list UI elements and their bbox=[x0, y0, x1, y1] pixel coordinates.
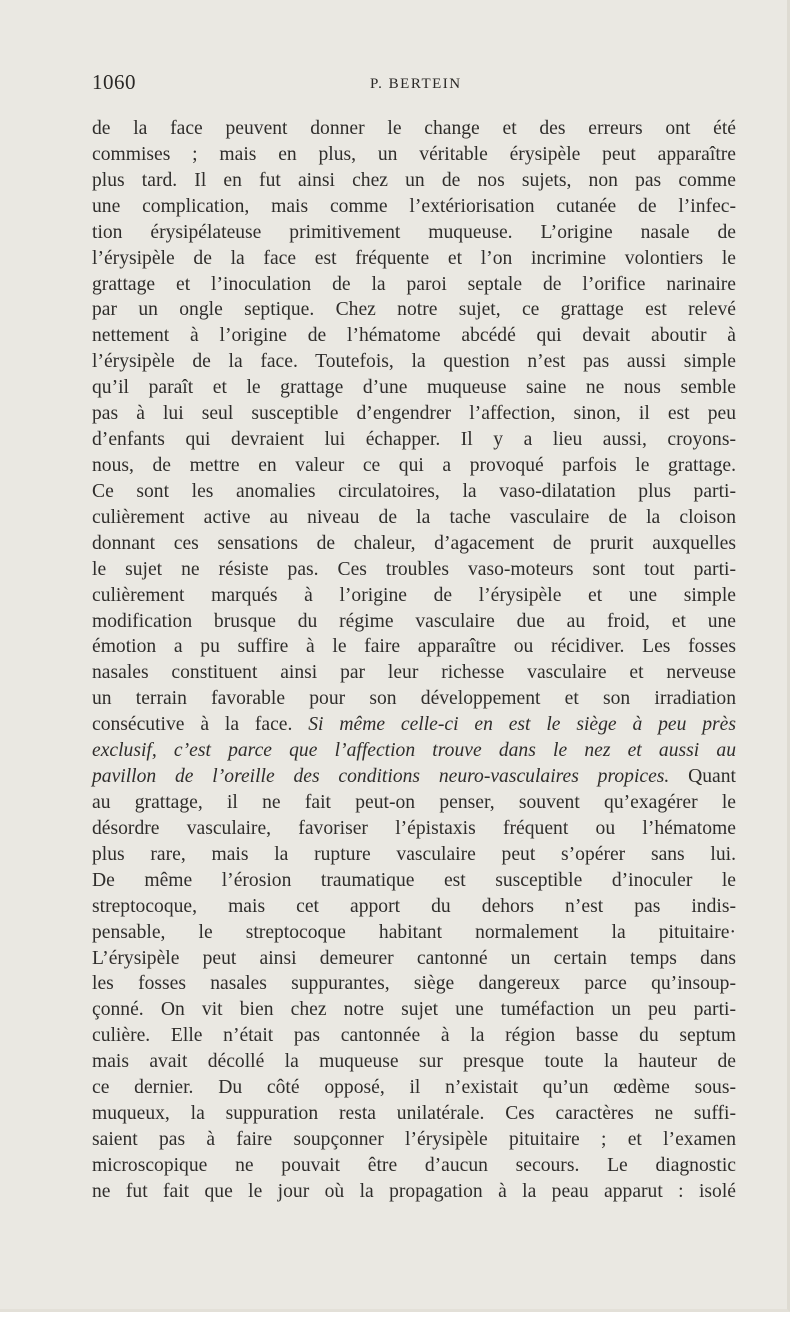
text-line: par un ongle septique. Chez notre sujet, ce grattage est relevé bbox=[92, 299, 736, 321]
roman-text: Quant bbox=[669, 766, 736, 788]
italic-text: pavillon de l’oreille des conditions neuro-vasculaires propices. bbox=[92, 766, 670, 788]
text-line: un terrain favorable pour son développement et son irradiation bbox=[92, 688, 736, 710]
text-line: au grattage, il ne fait peut-on penser, souvent qu’exagérer le bbox=[92, 791, 736, 813]
text-line: muqueux, la suppuration resta unilatérale. Ces caractères ne suffi- bbox=[92, 1103, 736, 1125]
text-line: saient pas à faire soupçonner l’érysipèle pituitaire ; et l’examen bbox=[92, 1128, 736, 1150]
text-line: nasales constituent ainsi par leur richesse vasculaire et nerveuse bbox=[92, 662, 736, 684]
text-line: L’érysipèle peut ainsi demeurer cantonné un certain temps dans bbox=[92, 947, 736, 969]
text-line: d’enfants qui devraient lui échapper. Il y a lieu aussi, croyons- bbox=[92, 429, 736, 451]
text-line: plus rare, mais la rupture vasculaire peut s’opérer sans lui. bbox=[92, 843, 736, 865]
text-line-italic: exclusif, c’est parce que l’affection trouve dans le nez et aussi au bbox=[92, 740, 736, 762]
text-line: ce dernier. Du côté opposé, il n’existait qu’un œdème sous- bbox=[92, 1077, 736, 1099]
text-line: une complication, mais comme l’extériorisation cutanée de l’infec- bbox=[92, 195, 736, 217]
text-line: modification brusque du régime vasculaire due au froid, et une bbox=[92, 610, 736, 632]
text-line: culièrement active au niveau de la tache vasculaire de la cloison bbox=[92, 506, 736, 528]
text-line: nous, de mettre en valeur ce qui a provoqué parfois le grattage. bbox=[92, 454, 736, 476]
text-line: plus tard. Il en fut ainsi chez un de nos sujets, non pas comme bbox=[92, 169, 736, 191]
text-line: de la face peuvent donner le change et des erreurs ont été bbox=[92, 118, 736, 139]
text-line: mais avait décollé la muqueuse sur presque toute la hauteur de bbox=[92, 1051, 736, 1073]
text-line: l’érysipèle de la face. Toutefois, la question n’est pas aussi simple bbox=[92, 351, 736, 373]
text-line: çonné. On vit bien chez notre sujet une tuméfaction un peu parti- bbox=[92, 999, 736, 1021]
text-line: streptocoque, mais cet apport du dehors n’est pas indis- bbox=[92, 895, 736, 917]
text-line: culièrement marqués à l’origine de l’érysipèle et une simple bbox=[92, 584, 736, 606]
text-line: culière. Elle n’était pas cantonnée à la région basse du septum bbox=[92, 1025, 736, 1047]
italic-text: Si même celle-ci en est le siège à peu près bbox=[308, 714, 736, 736]
text-line-mixed bbox=[92, 712, 736, 738]
text-line: tion érysipélateuse primitivement muqueuse. L’origine nasale de bbox=[92, 221, 736, 243]
text-line: les fosses nasales suppurantes, siège dangereux parce qu’insoup- bbox=[92, 973, 736, 995]
text-line: donnant ces sensations de chaleur, d’agacement de prurit auxquelles bbox=[92, 532, 736, 554]
text-line: grattage et l’inoculation de la paroi septale de l’orifice narinaire bbox=[92, 273, 736, 295]
text-line: pensable, le streptocoque habitant normalement la pituitaire· bbox=[92, 921, 736, 943]
text-line: qu’il paraît et le grattage d’une muqueuse saine ne nous semble bbox=[92, 377, 736, 399]
text-line: désordre vasculaire, favoriser l’épistaxis fréquent ou l’hématome bbox=[92, 817, 736, 839]
body-text bbox=[92, 116, 736, 1205]
text-line: De même l’érosion traumatique est susceptible d’inoculer le bbox=[92, 869, 736, 891]
text-line-mixed bbox=[92, 764, 736, 790]
roman-text: consécutive à la face. bbox=[92, 714, 309, 736]
text-line: Ce sont les anomalies circulatoires, la vaso-dilatation plus parti- bbox=[92, 480, 736, 502]
running-head: P. BERTEIN bbox=[370, 76, 462, 92]
text-line: émotion a pu suffire à le faire apparaître ou récidiver. Les fosses bbox=[92, 636, 736, 658]
text-line: microscopique ne pouvait être d’aucun secours. Le diagnostic bbox=[92, 1154, 736, 1176]
text-line: pas à lui seul susceptible d’engendrer l’affection, sinon, il est peu bbox=[92, 403, 736, 425]
text-line: commises ; mais en plus, un véritable érysipèle peut apparaître bbox=[92, 143, 736, 165]
page-number: 1060 bbox=[92, 70, 136, 94]
text-line: le sujet ne résiste pas. Ces troubles vaso-moteurs sont tout parti- bbox=[92, 558, 736, 580]
text-line: ne fut fait que le jour où la propagation à la peau apparut : isolé bbox=[92, 1180, 736, 1202]
text-line: nettement à l’origine de l’hématome abcédé qui devait aboutir à bbox=[92, 325, 736, 347]
page-header bbox=[92, 70, 736, 100]
text-line: l’érysipèle de la face est fréquente et l’on incrimine volontiers le bbox=[92, 247, 736, 269]
